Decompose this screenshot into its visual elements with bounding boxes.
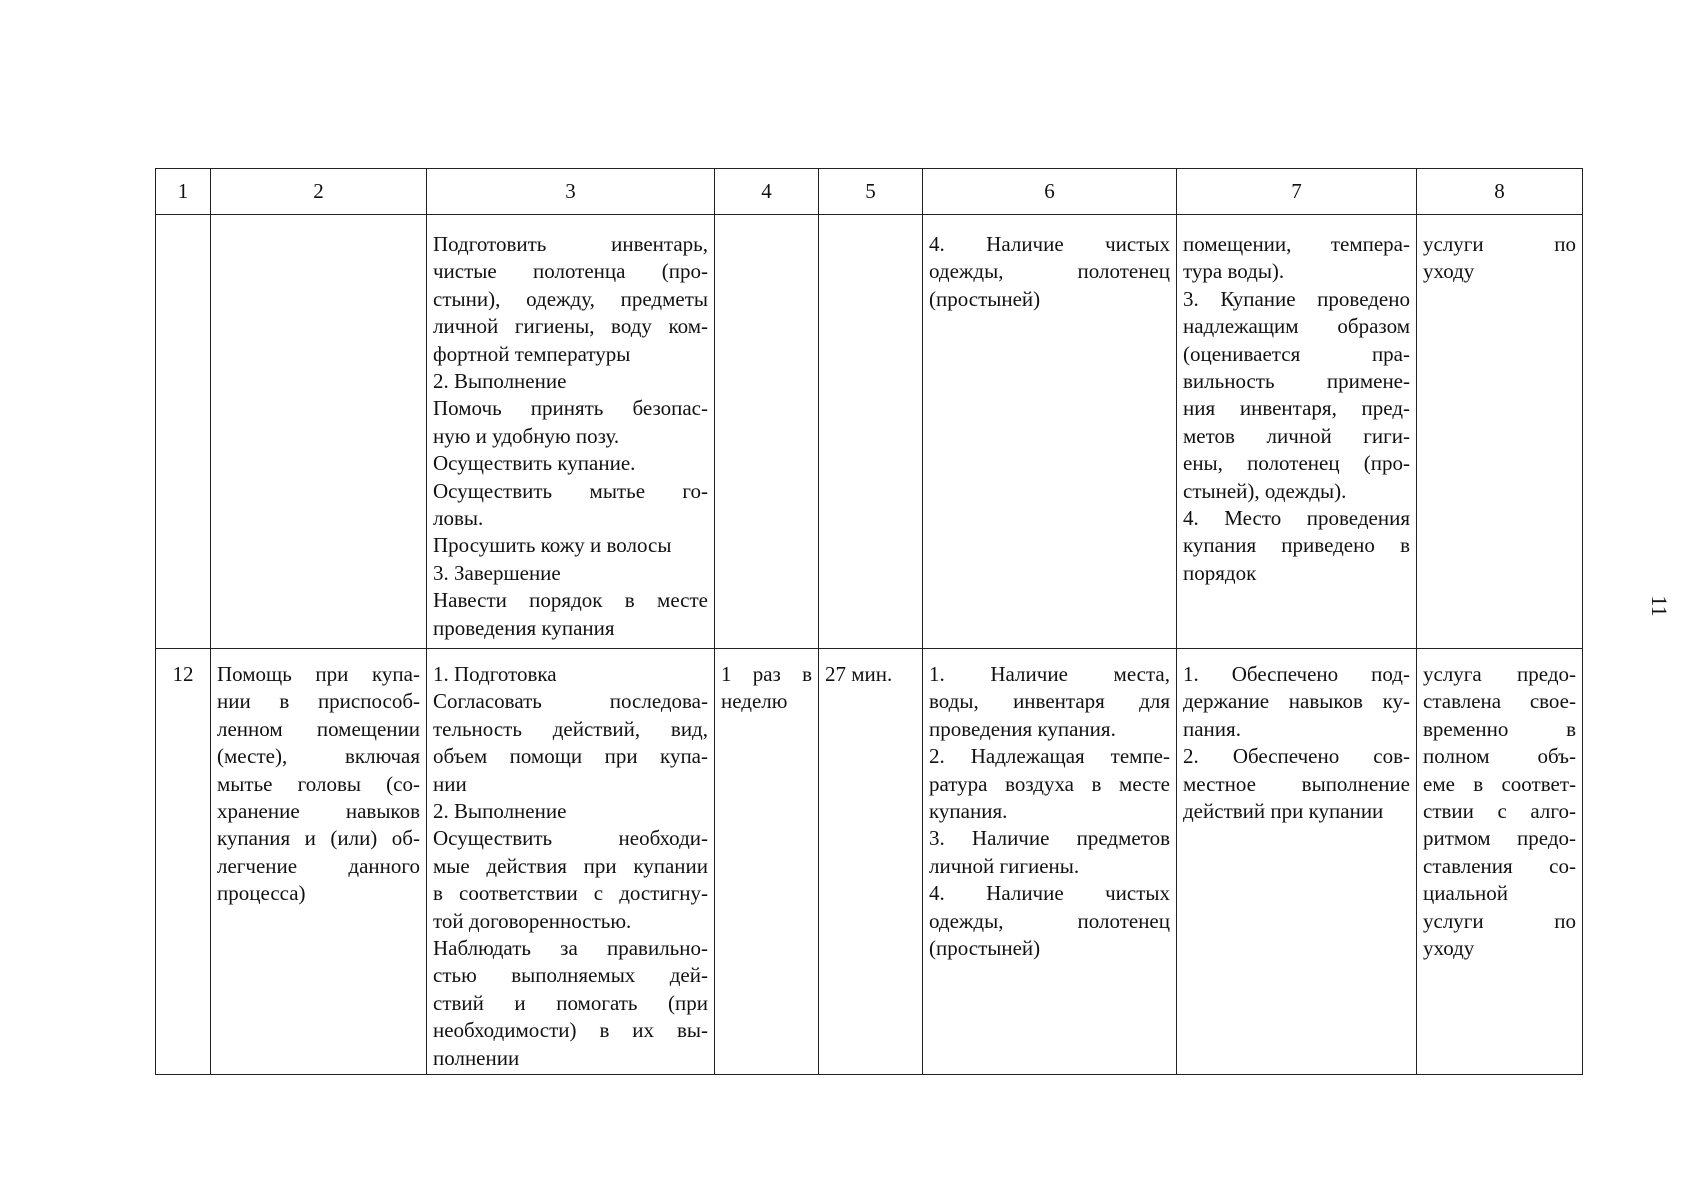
cell-procedure: [427, 215, 715, 649]
text-line: купания и (или) об-: [217, 826, 420, 851]
text-line: ловы.: [433, 506, 484, 531]
text-line: неделю: [721, 689, 788, 714]
text-line: помещении, темпера-: [1183, 232, 1410, 256]
text-line: стыней), одежды).: [1183, 478, 1347, 503]
text-line: стыни), одежду, предметы: [433, 286, 708, 311]
cell-number: [156, 215, 211, 649]
text-line: (простыней): [929, 936, 1041, 961]
cell-frequency: [715, 649, 819, 1075]
text-line: ены, полотенец (про-: [1183, 451, 1410, 476]
text-line: необходимости) в их вы-: [433, 1018, 708, 1043]
text-line: ствии с алго-: [1423, 799, 1576, 824]
text-line: 27 мин.: [825, 662, 893, 686]
text-line: ставлена свое-: [1423, 689, 1576, 714]
cell-evaluation: [1417, 649, 1583, 1075]
cell-results: [1177, 215, 1417, 649]
text-line: легчение данного: [217, 853, 420, 878]
cell-conditions: [923, 215, 1177, 649]
text-line: нии: [433, 771, 467, 796]
text-line: (простыней): [929, 286, 1041, 311]
text-line: 1. Наличие места,: [929, 662, 1170, 686]
text-line: циальной: [1423, 881, 1509, 906]
text-line: полнении: [433, 1045, 520, 1070]
text-line: хранение навыков: [217, 799, 420, 824]
text-line: услуга предо-: [1423, 662, 1576, 686]
text-line: 12: [172, 662, 194, 686]
header-cell-7: 7: [1177, 169, 1417, 215]
text-line: одежды, полотенец: [929, 259, 1170, 284]
text-line: 2. Обеспечено сов-: [1183, 744, 1410, 769]
text-line: личной гигиены, воду ком-: [433, 314, 708, 339]
text-line: местное выполнение: [1183, 771, 1410, 796]
text-line: 3. Купание проведено: [1183, 286, 1410, 311]
header-cell-2: 2: [211, 169, 427, 215]
cell-duration: [819, 215, 923, 649]
text-line: Помощь при купа-: [217, 662, 420, 686]
text-line: воды, инвентаря для: [929, 689, 1170, 714]
text-line: объем помощи при купа-: [433, 744, 708, 769]
text-line: 2. Выполнение: [433, 369, 567, 394]
text-line: 4. Наличие чистых: [929, 232, 1170, 256]
text-line: ставления со-: [1423, 853, 1576, 878]
page-number: [1646, 588, 1672, 624]
cell-service-name: [211, 215, 427, 649]
text-line: 1. Подготовка: [433, 662, 557, 686]
text-line: 4. Наличие чистых: [929, 881, 1170, 906]
cell-conditions: [923, 649, 1177, 1075]
text-line: Помочь принять безопас-: [433, 396, 708, 421]
cell-duration: [819, 649, 923, 1075]
text-line: ритмом предо-: [1423, 826, 1576, 851]
text-line: мые действия при купании: [433, 853, 708, 878]
text-line: личной гигиены.: [929, 853, 1080, 878]
text-line: Осуществить мытье го-: [433, 478, 708, 503]
cell-frequency: [715, 215, 819, 649]
table-row: [156, 215, 1583, 649]
text-line: нии в приспособ-: [217, 689, 420, 714]
cell-evaluation: [1417, 215, 1583, 649]
text-line: проведения купания.: [929, 716, 1116, 741]
text-line: Осуществить купание.: [433, 451, 636, 476]
text-line: уходу: [1423, 259, 1475, 284]
text-line: 3. Завершение: [433, 560, 561, 585]
text-line: Согласовать последова-: [433, 689, 708, 714]
text-line: ния инвентаря, пред-: [1183, 396, 1410, 421]
text-line: проведения купания: [433, 615, 615, 640]
text-line: действий при купании: [1183, 799, 1384, 824]
text-line: (месте), включая: [217, 744, 420, 769]
text-line: 3. Наличие предметов: [929, 826, 1170, 851]
table-header-row: [156, 169, 1583, 215]
text-line: Наблюдать за правильно-: [433, 936, 708, 961]
text-line: той договоренностью.: [433, 908, 632, 933]
text-line: метов личной гиги-: [1183, 423, 1410, 448]
table-row: [156, 649, 1583, 1075]
text-line: ратура воздуха в месте: [929, 771, 1170, 796]
text-line: порядок: [1183, 560, 1257, 585]
header-cell-1: 1: [156, 169, 211, 215]
text-line: чистые полотенца (про-: [433, 259, 708, 284]
cell-procedure: [427, 649, 715, 1075]
text-line: уходу: [1423, 936, 1475, 961]
text-line: Навести порядок в месте: [433, 588, 708, 613]
text-line: купания.: [929, 799, 1008, 824]
text-line: тура воды).: [1183, 259, 1285, 284]
text-line: услуги по: [1423, 908, 1576, 933]
text-line: вильность примене-: [1183, 369, 1410, 394]
services-table: [155, 168, 1583, 1075]
text-line: временно в: [1423, 716, 1576, 741]
text-line: процесса): [217, 881, 306, 906]
cell-number: [156, 649, 211, 1075]
text-line: Осуществить необходи-: [433, 826, 708, 851]
text-line: стью выполняемых дей-: [433, 963, 708, 988]
text-line: ленном помещении: [217, 716, 420, 741]
text-line: купания приведено в: [1183, 533, 1410, 558]
text-line: тельность действий, вид,: [433, 716, 708, 741]
text-line: Подготовить инвентарь,: [433, 232, 708, 256]
text-line: Просушить кожу и волосы: [433, 533, 672, 558]
header-cell-6: 6: [923, 169, 1177, 215]
text-line: 2. Выполнение: [433, 799, 567, 824]
text-line: пания.: [1183, 716, 1241, 741]
header-cell-3: 3: [427, 169, 715, 215]
text-line: ствий и помогать (при: [433, 990, 708, 1015]
header-cell-4: 4: [715, 169, 819, 215]
text-line: еме в соответ-: [1423, 771, 1576, 796]
cell-service-name: [211, 649, 427, 1075]
text-line: 1 раз в: [721, 662, 812, 686]
text-line: мытье головы (со-: [217, 771, 420, 796]
text-line: одежды, полотенец: [929, 908, 1170, 933]
text-line: 1. Обеспечено под-: [1183, 662, 1410, 686]
text-line: 4. Место проведения: [1183, 506, 1410, 531]
cell-results: [1177, 649, 1417, 1075]
text-line: 2. Надлежащая темпе-: [929, 744, 1170, 769]
text-line: ную и удобную позу.: [433, 423, 620, 448]
page-number-text: 11: [1646, 595, 1672, 617]
text-line: надлежащим образом: [1183, 314, 1410, 339]
text-line: услуги по: [1423, 232, 1576, 256]
header-cell-8: 8: [1417, 169, 1583, 215]
header-cell-5: 5: [819, 169, 923, 215]
text-line: фортной температуры: [433, 341, 631, 366]
text-line: полном объ-: [1423, 744, 1576, 769]
text-line: держание навыков ку-: [1183, 689, 1410, 714]
text-line: (оценивается пра-: [1183, 341, 1410, 366]
text-line: в соответствии с достигну-: [433, 881, 708, 906]
